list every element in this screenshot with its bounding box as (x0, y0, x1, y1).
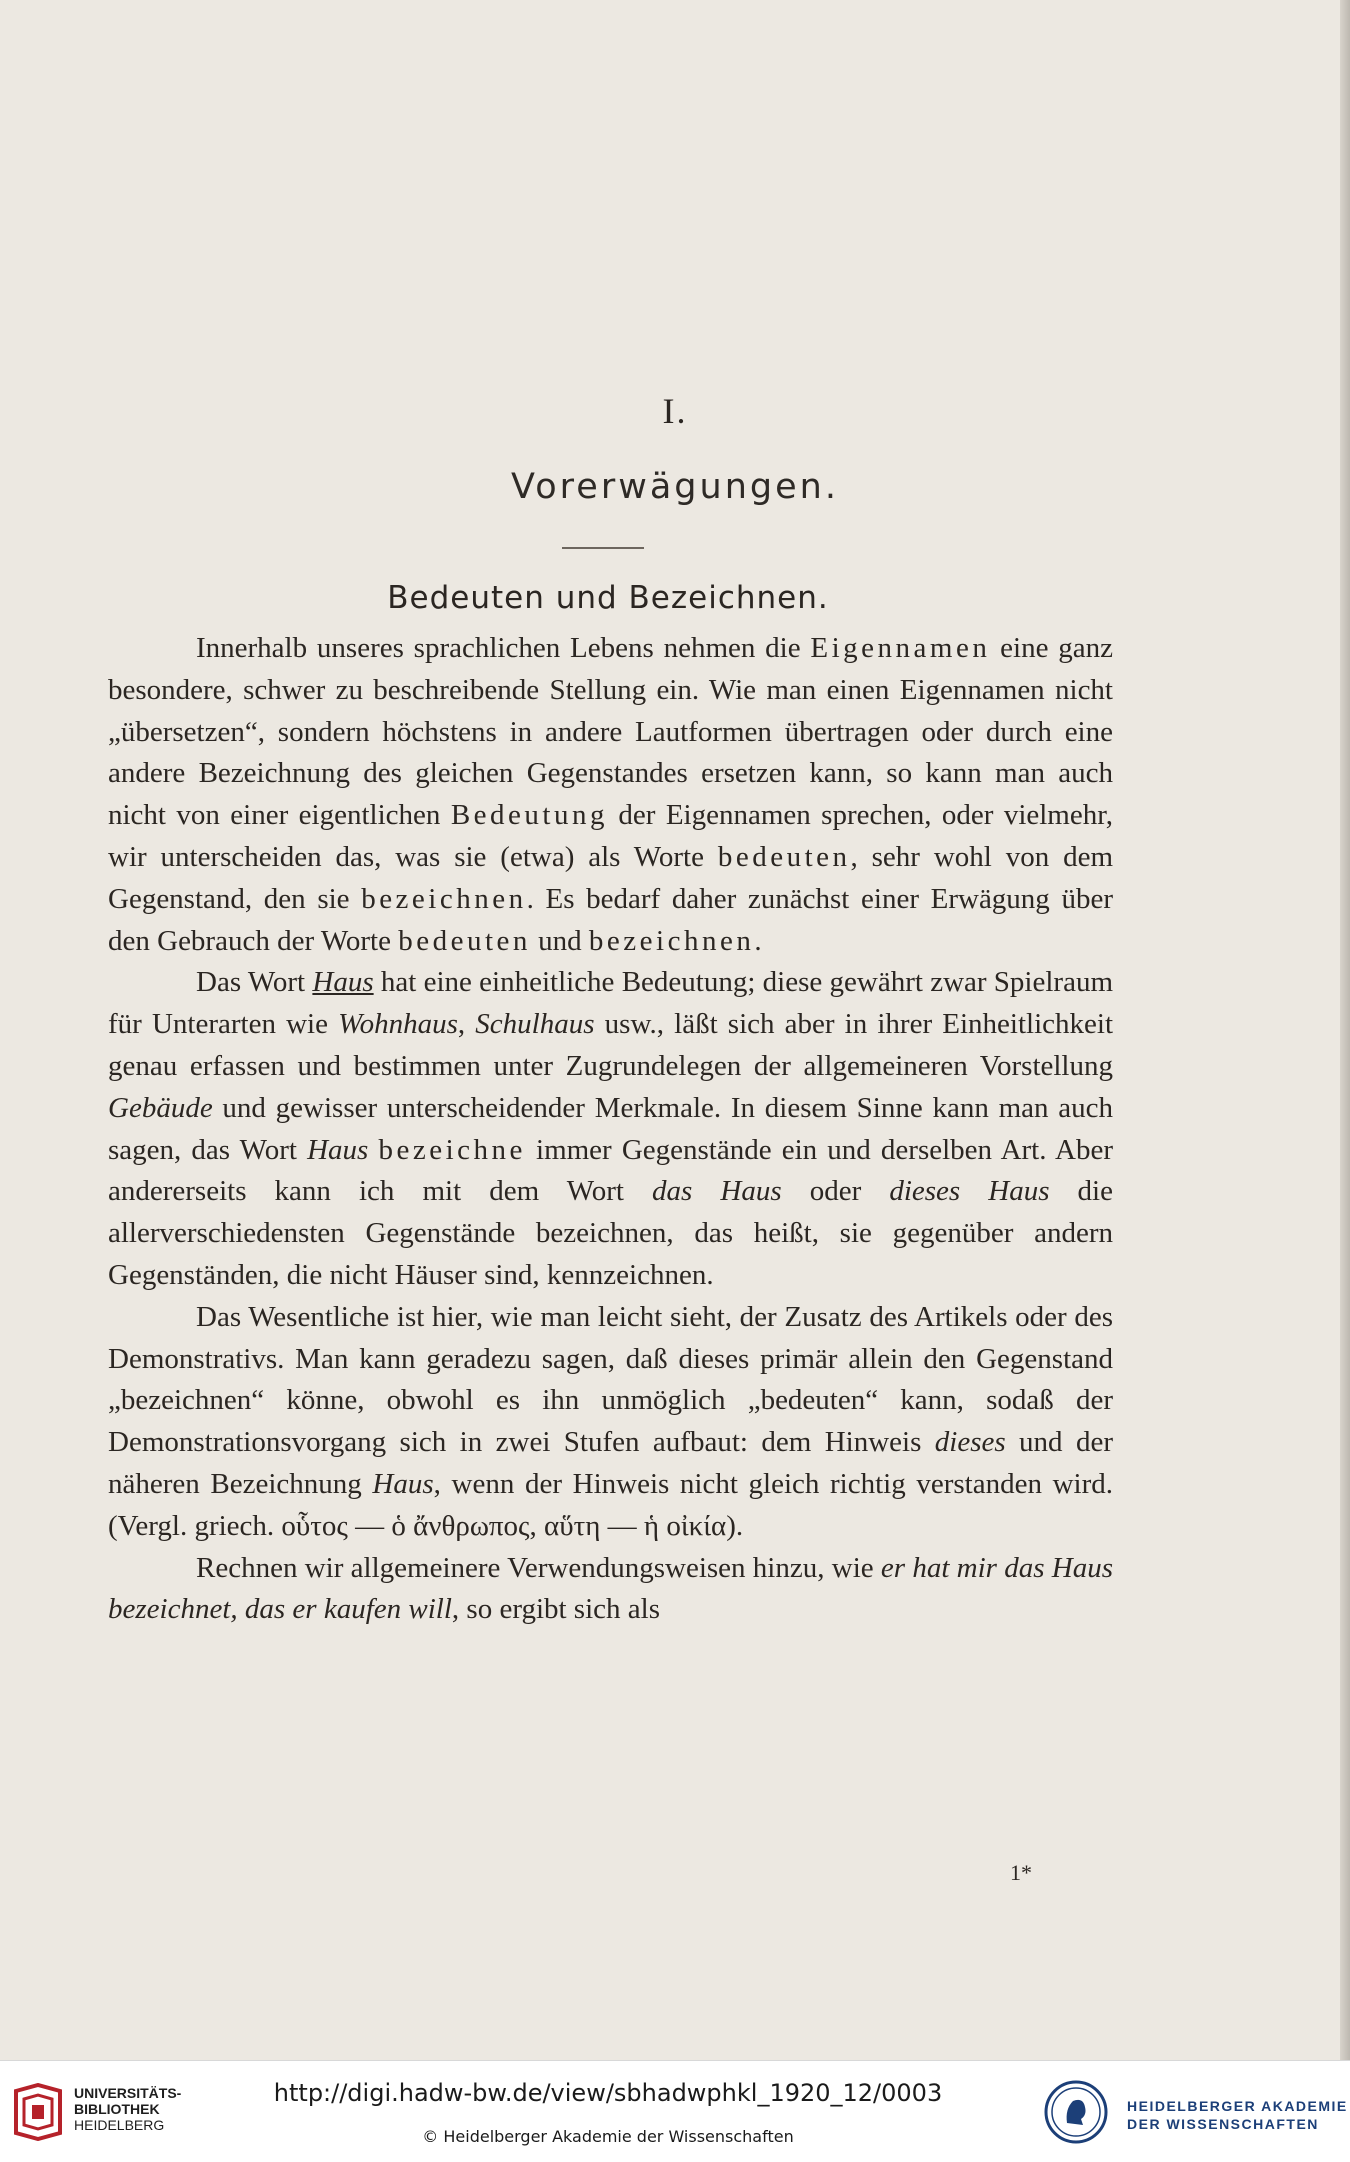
text-run: Das Wort (196, 966, 313, 999)
text-run: Innerhalb unseres sprachlichen Lebens nehmen die (196, 632, 811, 664)
paragraph-4 (108, 1548, 1113, 1632)
section-title: Bedeuten und Bezeichnen. (387, 580, 829, 616)
italic-term: dieses (934, 1426, 1006, 1459)
text-run: , wenn der Hinweis nicht gleich richtig verstanden wird. (Vergl. griech. οὗτος — ὁ ἄνθρωπος, αὕτη — ἡ οἰκία). (108, 1467, 1113, 1542)
academy-seal-icon (1043, 2079, 1109, 2145)
italic-term: Haus (307, 1133, 369, 1166)
text-run: und gewisser unterscheidender Merkmale. In diesem Sinne kann man auch sagen, das Wort (108, 1091, 1113, 1166)
text-run: , so ergibt sich als (451, 1593, 660, 1626)
page-edge-shadow (1340, 0, 1350, 2060)
permalink-url[interactable]: http://digi.hadw-bw.de/view/sbhadwphkl_1920_12/0003 (273, 2079, 943, 2107)
text-run: der Eigennamen sprechen, oder vielmehr, wir unterscheiden das, was sie (etwa) als Worte (108, 799, 1113, 873)
library-name-line: UNIVERSITÄTS- (74, 2085, 182, 2101)
chapter-title: Vorerwägungen. (511, 467, 839, 507)
chapter-number: I. (662, 391, 688, 431)
spaced-term: bedeuten (717, 840, 851, 873)
library-name-line: BIBLIOTHEK (74, 2101, 160, 2117)
text-run: immer Gegenstände ein und derselben Art. Aber andererseits kann ich mit dem Wort (108, 1133, 1113, 1208)
italic-term: er hat mir das Haus bezeichnet, das er kaufen will (108, 1551, 1114, 1626)
italic-term: Gebäude (108, 1091, 213, 1124)
paragraph-3 (108, 1297, 1113, 1548)
academy-name-line: DER WISSENSCHAFTEN (1127, 2116, 1319, 2132)
spaced-term: bedeuten (398, 924, 531, 957)
text-run: . (754, 924, 762, 957)
copyright-notice: © Heidelberger Akademie der Wissenschaften (422, 2127, 794, 2146)
text-run: Rechnen wir allgemeinere Verwendungsweisen hinzu, wie (196, 1551, 881, 1584)
text-run: Das Wesentliche ist hier, wie man leicht sieht, der Zusatz des Artikels oder des Demonstrativs. Man kann geradezu sagen, daß dieses primär allein den Gegenstand „bezeichnen“ könne, obwohl es ihn unmöglich „bedeuten“ kann, sodaß der Demonstrationsvorgang sich in zwei Stufen aufbaut: dem Hinweis (108, 1300, 1113, 1459)
paragraph-2 (108, 962, 1113, 1296)
footer-bar (0, 2060, 1350, 2162)
spaced-term: Bedeutung (450, 799, 608, 832)
italic-term: das Haus (652, 1175, 782, 1208)
italic-term: Haus (312, 966, 374, 999)
text-run (368, 1134, 378, 1166)
italic-term: Schulhaus (475, 1008, 595, 1041)
paragraph-1 (108, 628, 1113, 962)
title-divider (562, 547, 644, 549)
spaced-term: bezeichnen (588, 924, 755, 957)
text-run: . Es bedarf daher zunächst einer Erwägung über den Gebrauch der Worte (108, 882, 1113, 957)
text-run: eine ganz besondere, schwer zu beschreibende Stellung ein. Wie man einen Eigennamen nicht „übersetzen“, sondern höchstens in andere Lautformen übertragen oder durch eine andere Bezeichnung des gleichen Gegenstandes ersetzen kann, so kann man auch nicht von einer eigentlichen (108, 632, 1114, 832)
body-text (108, 628, 1113, 1631)
italic-term: dieses Haus (889, 1175, 1050, 1208)
page-signature: 1* (1010, 1860, 1032, 1885)
text-run: usw., läßt sich aber in ihrer Einheitlichkeit genau erfassen und bestimmen unter Zugrundelegen der allgemeineren Vorstellung (108, 1008, 1113, 1082)
text-run: oder (781, 1175, 890, 1208)
text-run: , (457, 1008, 476, 1041)
text-run: , sehr wohl von dem Gegenstand, den sie (108, 840, 1113, 915)
text-run: die allerverschiedensten Gegenstände bezeichnen, das heißt, sie gegenüber andern Gegenständen, die nicht Häuser sind, kennzeichnen. (108, 1175, 1113, 1291)
text-run: und (530, 924, 589, 957)
text-run: und der näheren Bezeichnung (108, 1426, 1113, 1500)
academy-name-line: HEIDELBERGER AKADEMIE (1127, 2098, 1348, 2114)
spaced-term: bezeichnen (361, 882, 527, 915)
academy-name (1127, 2097, 1348, 2133)
text-run: hat eine einheitliche Bedeutung; diese gewährt zwar Spielraum für Unterarten wie (108, 966, 1114, 1041)
italic-term: Wohnhaus (338, 1008, 458, 1041)
library-name-line: HEIDELBERG (74, 2117, 165, 2133)
spaced-term: Eigennamen (810, 632, 991, 664)
spaced-term: bezeichne (378, 1133, 526, 1166)
italic-term: Haus (372, 1467, 434, 1500)
